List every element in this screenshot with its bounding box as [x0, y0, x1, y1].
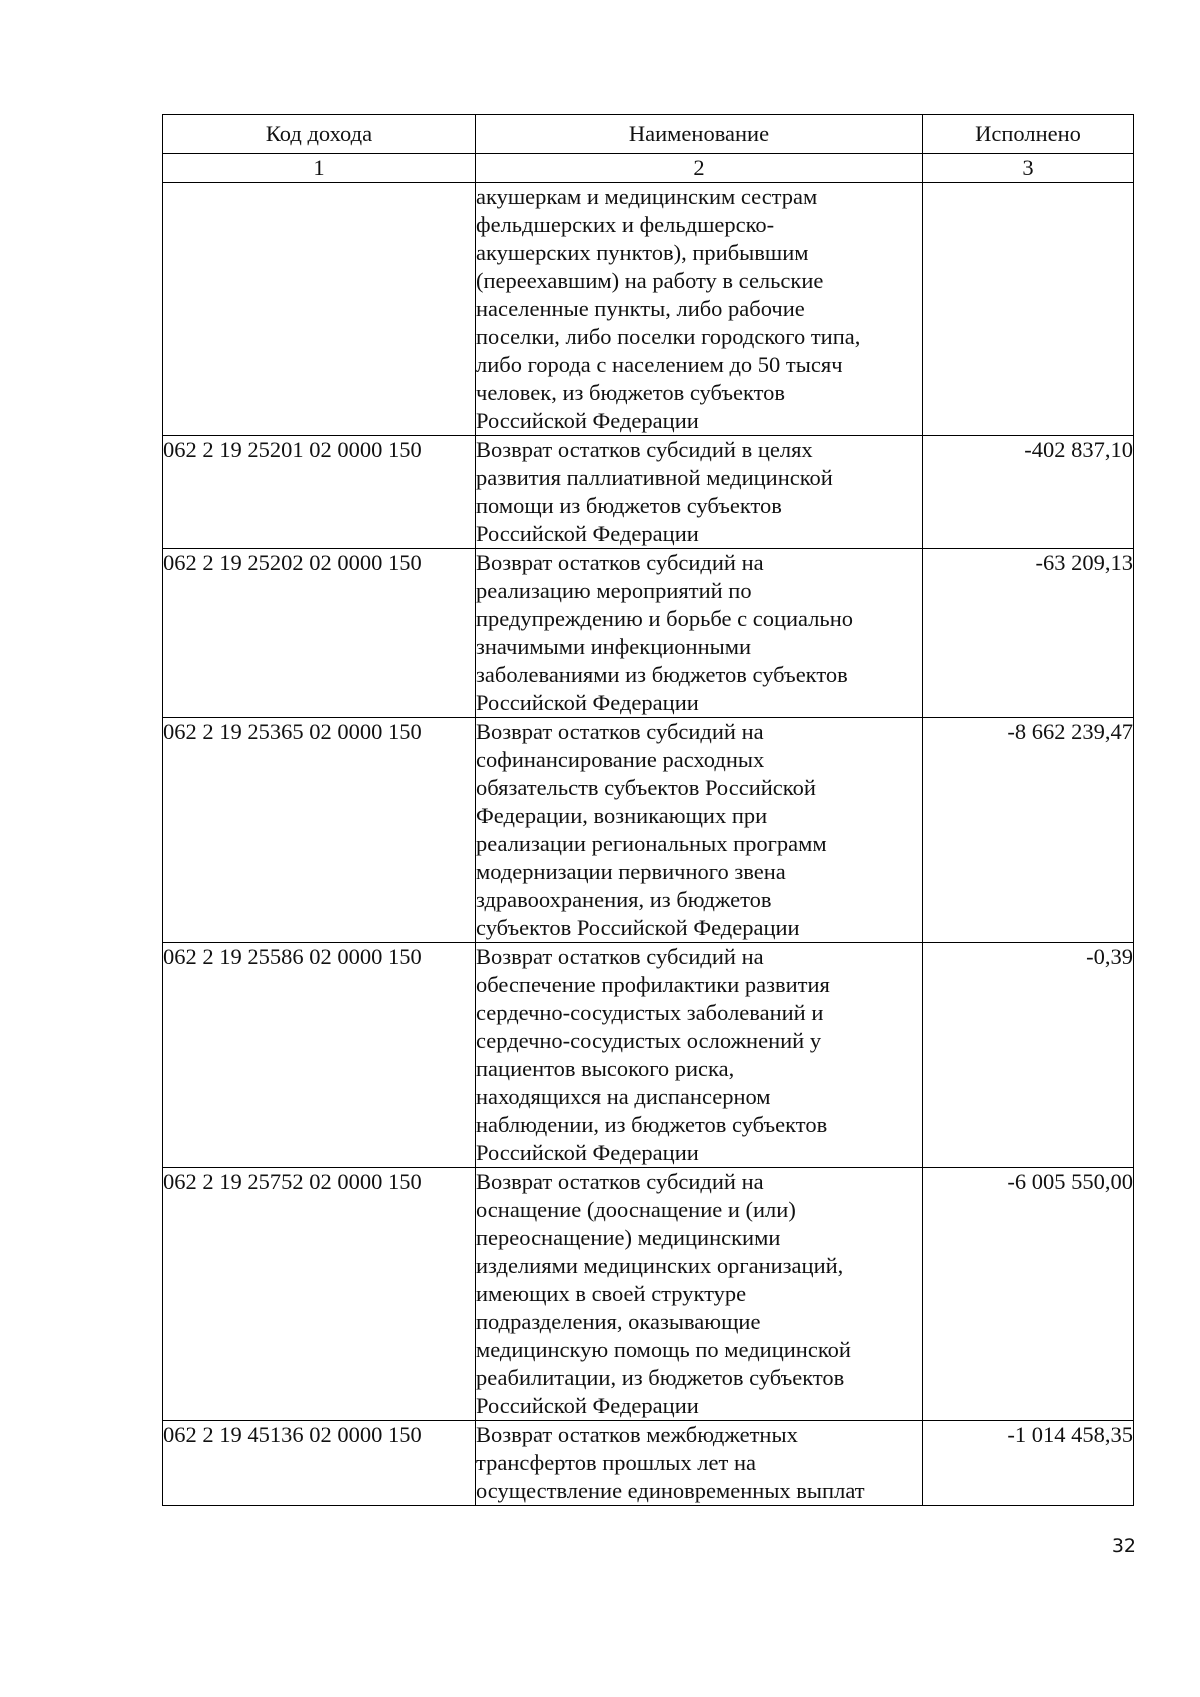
- revenue-code-cell: 062 2 19 25752 02 0000 150: [163, 1168, 476, 1421]
- revenue-name-line: заболеваниями из бюджетов субъектов: [476, 662, 848, 687]
- page-number: 32: [1111, 1535, 1136, 1557]
- executed-amount-cell: -402 837,10: [923, 436, 1134, 549]
- executed-amount-cell: -1 014 458,35: [923, 1421, 1134, 1506]
- header-code: Код дохода: [163, 115, 476, 154]
- revenue-name-line: помощи из бюджетов субъектов: [476, 493, 782, 518]
- table-row: [163, 183, 1134, 436]
- column-number-2: 2: [476, 154, 923, 183]
- executed-amount-cell: [923, 183, 1134, 436]
- header-amount: Исполнено: [923, 115, 1134, 154]
- revenue-name-line: переоснащение) медицинскими: [476, 1225, 781, 1250]
- revenue-name-line: Возврат остатков субсидий на: [476, 719, 764, 744]
- table-row: [163, 718, 1134, 943]
- table-header: [163, 115, 1134, 183]
- table-row: [163, 1421, 1134, 1506]
- revenue-name-line: Российской Федерации: [476, 1140, 699, 1165]
- revenue-name-line: оснащение (дооснащение и (или): [476, 1197, 796, 1222]
- revenue-name-line: сердечно-сосудистых осложнений у: [476, 1028, 822, 1053]
- table-row: [163, 1168, 1134, 1421]
- revenue-name-cell: [476, 183, 923, 436]
- executed-amount-cell: -63 209,13: [923, 549, 1134, 718]
- revenue-name-cell: [476, 1168, 923, 1421]
- revenue-name-line: развития паллиативной медицинской: [476, 465, 833, 490]
- revenue-code-cell: [163, 183, 476, 436]
- revenue-name-line: реализации региональных программ: [476, 831, 827, 856]
- revenue-name-line: (переехавшим) на работу в сельские: [476, 268, 824, 293]
- revenue-name-line: Возврат остатков субсидий в целях: [476, 437, 813, 462]
- revenue-name-line: субъектов Российской Федерации: [476, 915, 800, 940]
- revenue-name-line: пациентов высокого риска,: [476, 1056, 735, 1081]
- executed-amount-cell: -8 662 239,47: [923, 718, 1134, 943]
- revenue-name-line: Федерации, возникающих при: [476, 803, 768, 828]
- revenue-table: [162, 114, 1134, 1506]
- revenue-name-line: человек, из бюджетов субъектов: [476, 380, 786, 405]
- revenue-name-line: фельдшерских и фельдшерско-: [476, 212, 775, 237]
- header-name: Наименование: [476, 115, 923, 154]
- revenue-name-line: акушерских пунктов), прибывшим: [476, 240, 809, 265]
- revenue-name-line: Возврат остатков субсидий на: [476, 944, 764, 969]
- revenue-name-line: реабилитации, из бюджетов субъектов: [476, 1365, 845, 1390]
- table-row: [163, 549, 1134, 718]
- column-number-row: [163, 154, 1134, 183]
- table-row: [163, 436, 1134, 549]
- revenue-name-cell: [476, 549, 923, 718]
- revenue-name-line: акушеркам и медицинским сестрам: [476, 184, 818, 209]
- revenue-code-cell: 062 2 19 25202 02 0000 150: [163, 549, 476, 718]
- executed-amount-cell: -0,39: [923, 943, 1134, 1168]
- header-row: [163, 115, 1134, 154]
- revenue-name-cell: [476, 718, 923, 943]
- revenue-name-line: сердечно-сосудистых заболеваний и: [476, 1000, 824, 1025]
- revenue-name-line: Российской Федерации: [476, 690, 699, 715]
- revenue-name-line: софинансирование расходных: [476, 747, 765, 772]
- revenue-name-line: осуществление единовременных выплат: [476, 1478, 865, 1503]
- column-number-3: 3: [923, 154, 1134, 183]
- revenue-name-line: наблюдении, из бюджетов субъектов: [476, 1112, 828, 1137]
- revenue-name-line: медицинскую помощь по медицинской: [476, 1337, 851, 1362]
- revenue-name-line: Российской Федерации: [476, 521, 699, 546]
- revenue-name-cell: [476, 943, 923, 1168]
- revenue-name-line: находящихся на диспансерном: [476, 1084, 771, 1109]
- revenue-name-line: Возврат остатков межбюджетных: [476, 1422, 798, 1447]
- revenue-name-cell: [476, 436, 923, 549]
- revenue-name-line: подразделения, оказывающие: [476, 1309, 761, 1334]
- revenue-name-line: здравоохранения, из бюджетов: [476, 887, 772, 912]
- revenue-code-cell: 062 2 19 25586 02 0000 150: [163, 943, 476, 1168]
- revenue-name-line: населенные пункты, либо рабочие: [476, 296, 805, 321]
- revenue-name-line: трансфертов прошлых лет на: [476, 1450, 756, 1475]
- revenue-code-cell: 062 2 19 45136 02 0000 150: [163, 1421, 476, 1506]
- table-body: [163, 183, 1134, 1506]
- revenue-name-line: реализацию мероприятий по: [476, 578, 752, 603]
- revenue-name-line: поселки, либо поселки городского типа,: [476, 324, 861, 349]
- revenue-name-line: обеспечение профилактики развития: [476, 972, 830, 997]
- executed-amount-cell: -6 005 550,00: [923, 1168, 1134, 1421]
- revenue-name-line: обязательств субъектов Российской: [476, 775, 816, 800]
- table-row: [163, 943, 1134, 1168]
- revenue-name-line: изделиями медицинских организаций,: [476, 1253, 844, 1278]
- revenue-code-cell: 062 2 19 25201 02 0000 150: [163, 436, 476, 549]
- revenue-name-line: Российской Федерации: [476, 408, 699, 433]
- revenue-name-line: значимыми инфекционными: [476, 634, 752, 659]
- revenue-name-cell: [476, 1421, 923, 1506]
- column-number-1: 1: [163, 154, 476, 183]
- revenue-name-line: Возврат остатков субсидий на: [476, 550, 764, 575]
- revenue-name-line: Российской Федерации: [476, 1393, 699, 1418]
- revenue-name-line: предупреждению и борьбе с социально: [476, 606, 853, 631]
- revenue-name-line: либо города с населением до 50 тысяч: [476, 352, 843, 377]
- revenue-name-line: модернизации первичного звена: [476, 859, 786, 884]
- revenue-name-line: Возврат остатков субсидий на: [476, 1169, 764, 1194]
- revenue-name-line: имеющих в своей структуре: [476, 1281, 747, 1306]
- revenue-code-cell: 062 2 19 25365 02 0000 150: [163, 718, 476, 943]
